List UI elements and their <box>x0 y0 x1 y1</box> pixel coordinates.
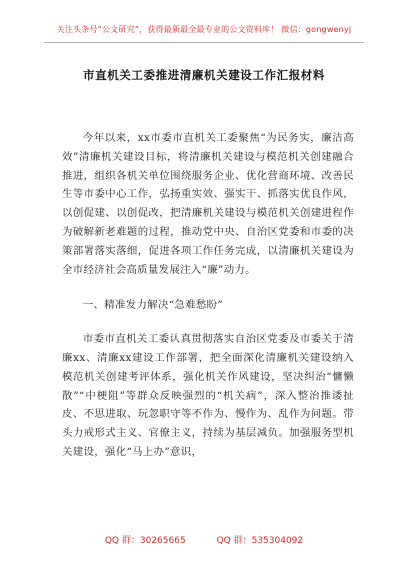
footer-qq-group-1: QQ 群：30265665 <box>104 536 186 546</box>
footer-contact <box>0 533 408 546</box>
intro-paragraph: 今年以来，xx市委市直机关工委聚焦“为民务实，廉洁高效”清廉机关建设目标，将清廉机关建设与模范机关创建融合推进，组织各机关单位围绕服务企业、优化营商环境、改善民生等市委中心工作，弘扬重实效、强实干、抓落实优良作风，以创促建、以创促改，把清廉机关建设与模范机关创建进程作为破解新老难题的过程，推动党中央、自治区党委和市委的决策部署落实落细，促进各项工作任务完成，以清廉机关建设为全市经济社会高质量发展注入“廉”动力。 <box>62 132 354 276</box>
section-paragraph: 市委市直机关工委认真贯彻落实自治区党委及市委关于清廉xx、清廉xx建设工作部署，把全面深化清廉机关建设纳入模范机关创建考评体系，强化机关作风建设，坚决纠治“慵懒散”“中梗阻”等群众反映强烈的“机关病”，深入整治推诿扯皮、不思进取、玩忽职守等不作为、慢作为、乱作为问题。带头力戒形式主义、官僚主义，持续为基层减负。加强服务型机关建设，强化“马上办”意识， <box>62 333 354 458</box>
footer-qq-group-2: QQ 群：535304092 <box>216 536 304 546</box>
header-banner <box>0 24 408 35</box>
header-banner-text: 关注头条号“公文研究”，获得最新最全最专业的公文资料库！ 微信：gongwenyj <box>56 25 352 34</box>
document-title: 市直机关工委推进清廉机关建设工作汇报材料 <box>83 68 325 82</box>
section-heading: 一、精准发力解决“急难愁盼” <box>82 299 224 312</box>
header-divider <box>44 42 364 43</box>
document-body <box>62 129 354 462</box>
